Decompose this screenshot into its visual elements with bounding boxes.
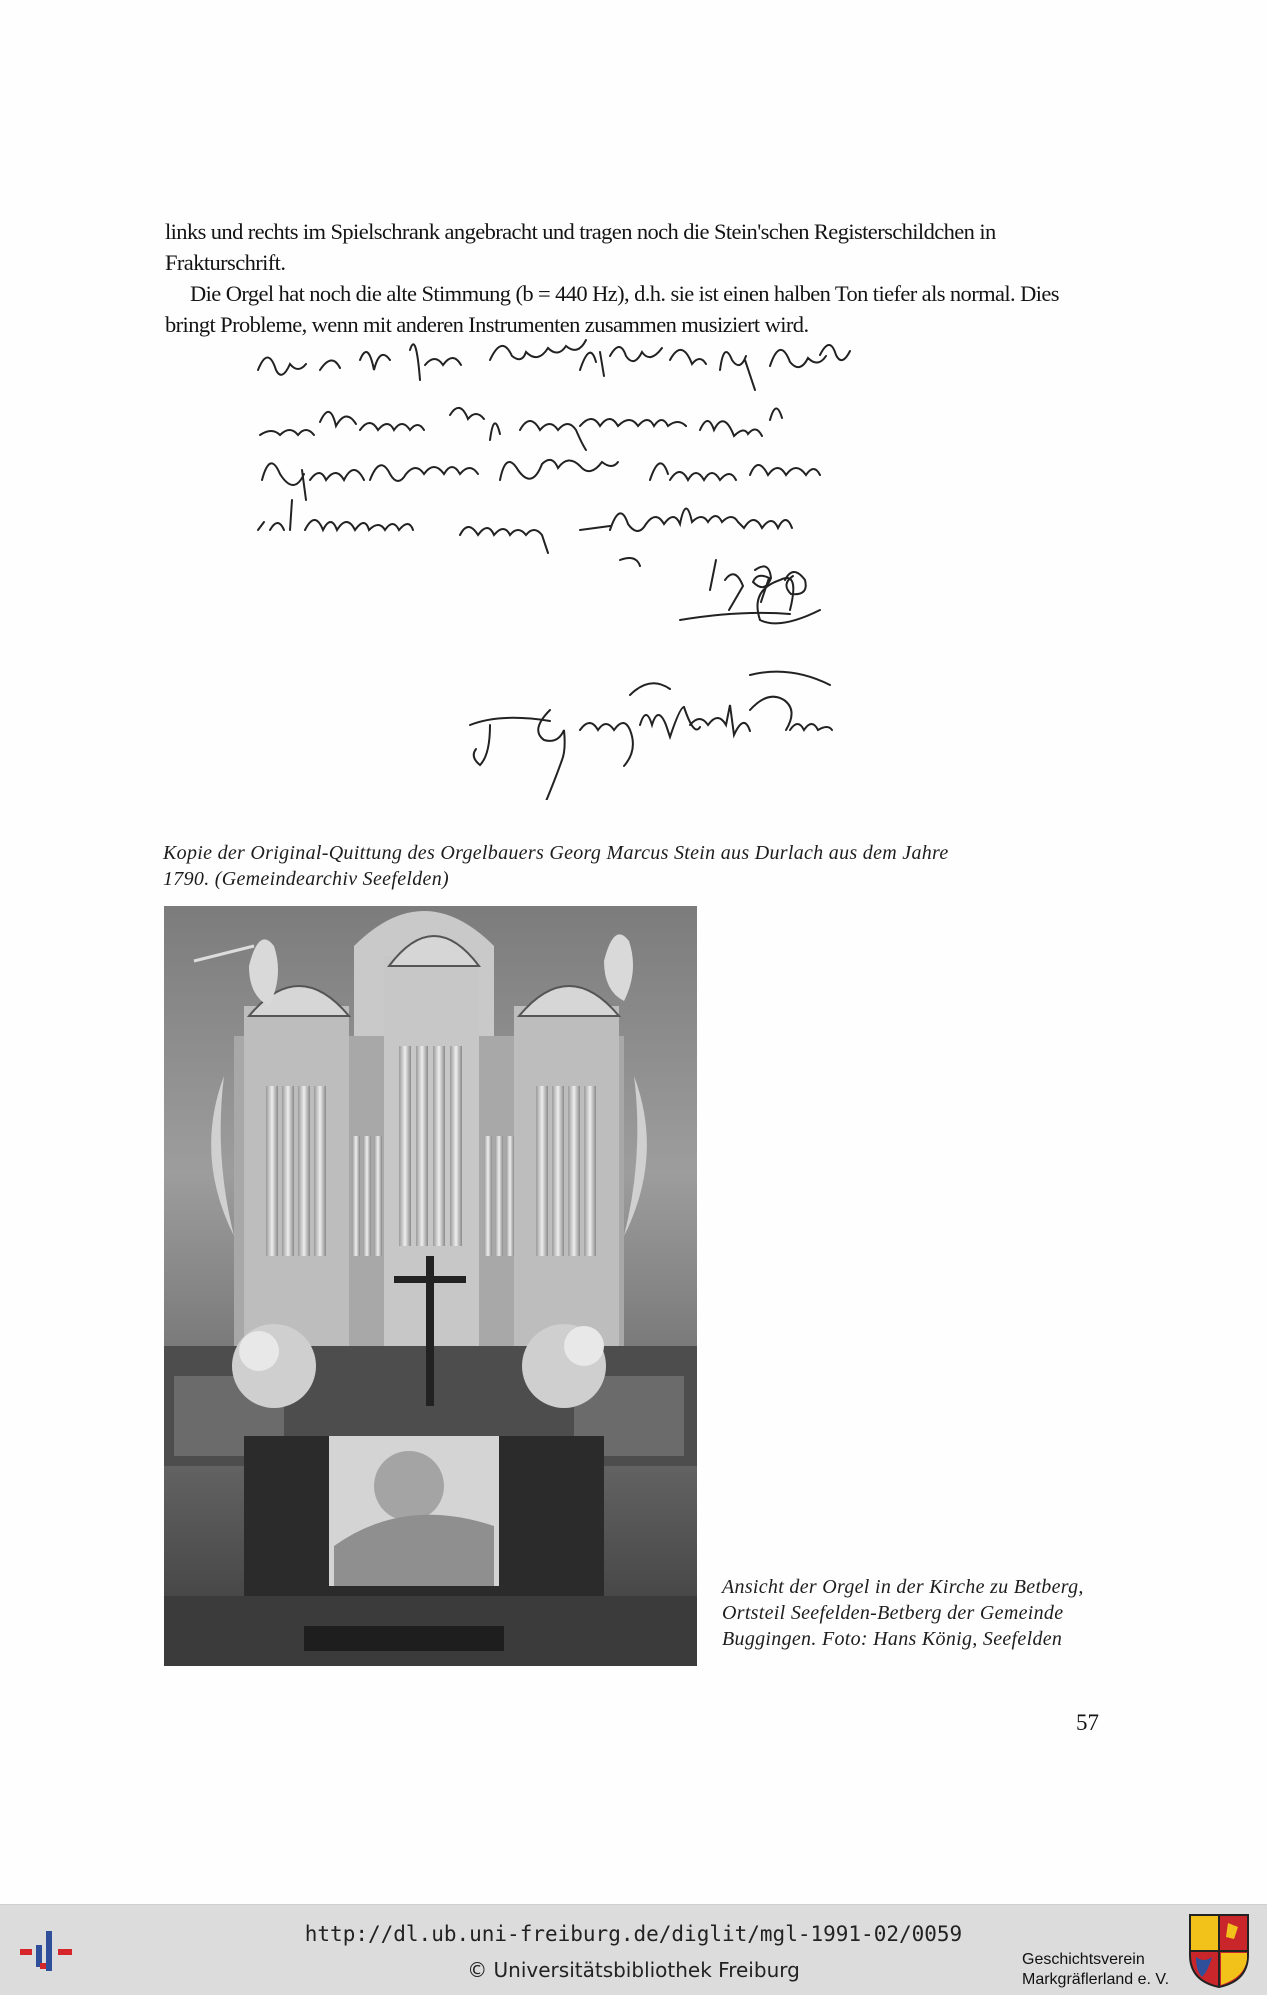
society-name xyxy=(1022,1950,1169,1990)
body-paragraph: Die Orgel hat noch die alte Stimmung (b = 440 Hz), d.h. sie ist einen halben Ton tiefer als normal. Dies bringt Probleme, wenn mit anderen Instrumenten zusammen musiziert wird. xyxy=(165,280,1059,337)
receipt-caption: Kopie der Original-Quittung des Orgelbauers Georg Marcus Stein aus Durlach aus dem Jahre 1790. (Gemeindearchiv Seefelden) xyxy=(163,842,949,890)
photo-caption: Ansicht der Orgel in der Kirche zu Betberg, Ortsteil Seefelden-Betberg der Gemeinde Buggingen. Foto: Hans König, Seefelden xyxy=(722,1576,1084,1650)
page-number: 57 xyxy=(1076,1710,1099,1735)
handwritten-receipt-image xyxy=(250,330,1030,800)
organ-photo xyxy=(164,906,697,1666)
coat-of-arms-icon xyxy=(1188,1913,1250,1989)
society-line: Geschichtsverein xyxy=(1022,1951,1145,1968)
society-line: Markgräflerland e. V. xyxy=(1022,1971,1170,1988)
footer-bar xyxy=(0,1904,1267,1995)
source-url-link[interactable]: http://dl.ub.uni-freiburg.de/diglit/mgl-1991-02/0059 xyxy=(304,1922,963,1946)
body-paragraph: links und rechts im Spielschrank angebracht und tragen noch die Stein'schen Registerschildchen in Frakturschrift. xyxy=(165,218,996,275)
copyright-notice: © Universitätsbibliothek Freiburg xyxy=(467,1958,800,1982)
